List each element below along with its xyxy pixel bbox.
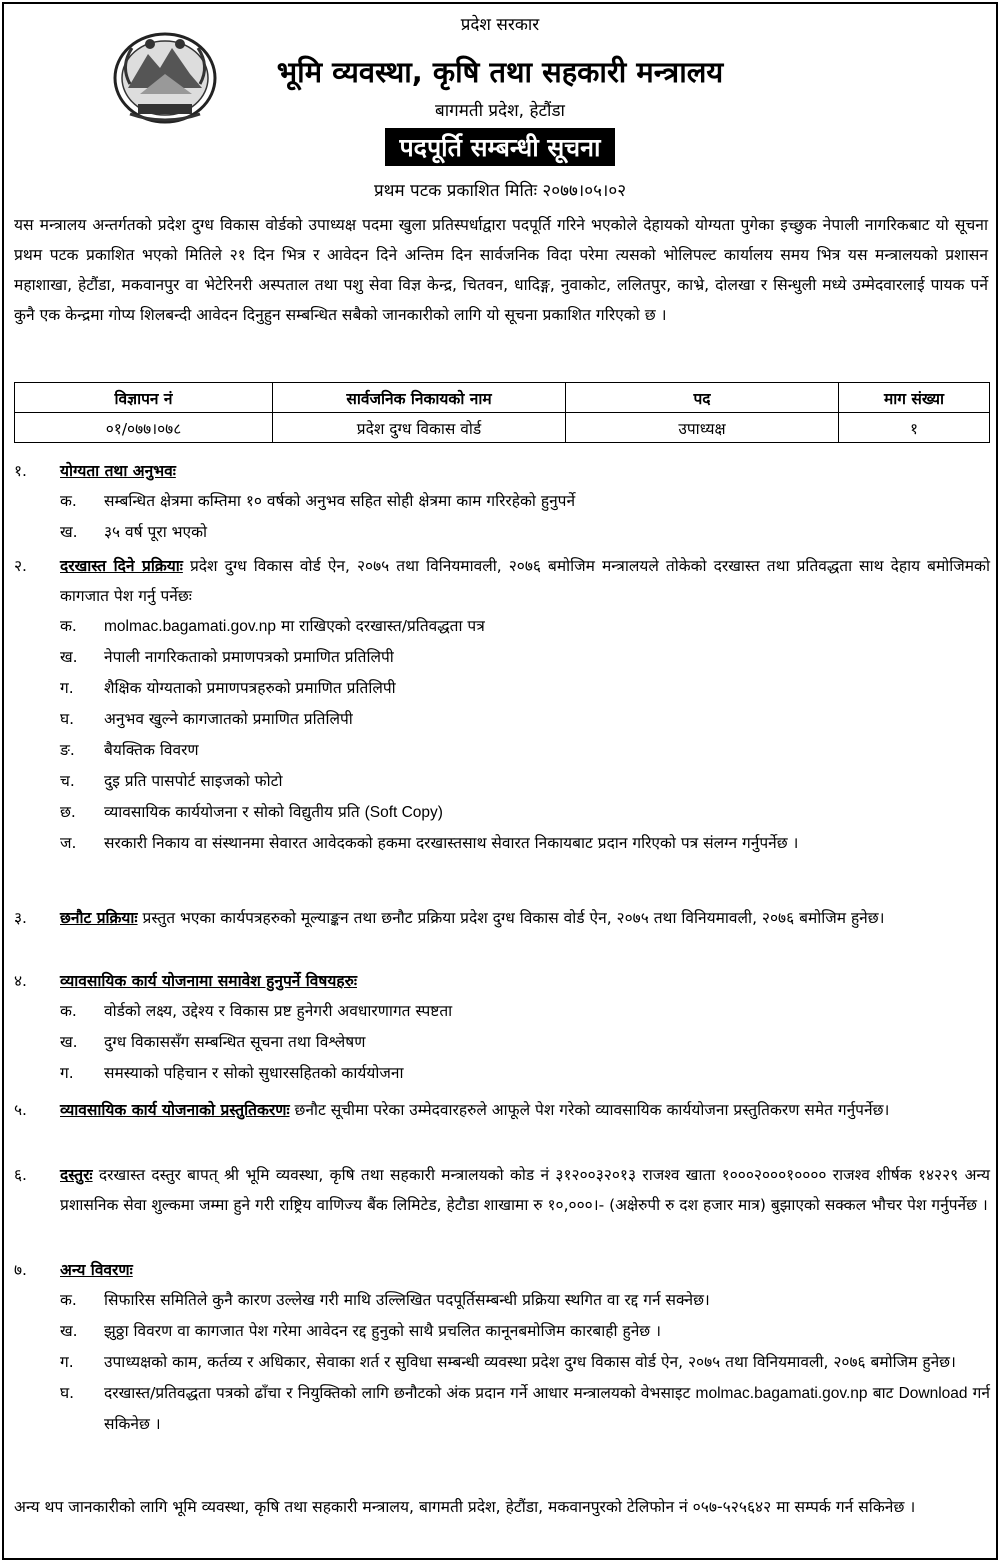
vacancy-table (14, 382, 990, 443)
section-title: दरखास्त दिने प्रक्रियाः (60, 557, 183, 575)
item-label: ग. (60, 679, 74, 697)
item-text: दुइ प्रति पासपोर्ट साइजको फोटो (104, 772, 283, 790)
column-header-demand: माग संख्या (839, 383, 990, 413)
item-label: ज. (60, 834, 77, 852)
table-row (15, 413, 990, 443)
section-number: ६. (14, 1166, 27, 1184)
section-number: ७. (14, 1261, 27, 1279)
section-body: प्रस्तुत भएका कार्यपत्रहरुको मूल्याङ्कन तथा छनौट प्रक्रिया प्रदेश दुग्ध विकास वोर्ड ऐन, २०७५ तथा विनियमावली, २०७६ बमोजिम हुनेछ। (142, 909, 885, 927)
section-number: २. (14, 557, 27, 575)
item-label: ख. (60, 523, 78, 541)
list-item (14, 611, 990, 642)
section-title: व्यावसायिक कार्य योजनाको प्रस्तुतिकरणः (60, 1101, 290, 1119)
item-label: छ. (60, 803, 76, 821)
list-item (14, 673, 990, 704)
website-link[interactable]: molmac.bagamati.gov.np (695, 1385, 868, 1402)
list-item (14, 1285, 990, 1316)
item-text: अनुभव खुल्ने कागजातको प्रमाणित प्रतिलिपी (104, 710, 353, 728)
notice-title-banner (4, 128, 996, 166)
list-item (14, 517, 990, 548)
section-qualification (14, 456, 990, 548)
item-text: उपाध्यक्षको काम, कर्तव्य र अधिकार, सेवाका शर्त र सुविधा सम्बन्धी व्यवस्था प्रदेश दुग्ध विकास वोर्ड ऐन, २०७५ तथा विनियमावली, २०७६ बमोजिम हुनेछ। (104, 1353, 956, 1371)
list-item (14, 996, 990, 1027)
list-item (14, 486, 990, 517)
section-title: योग्यता तथा अनुभवः (60, 462, 176, 480)
section-body: प्रदेश दुग्ध विकास वोर्ड ऐन, २०७५ तथा विनियमावली, २०७६ बमोजिम मन्त्रालयले तोकेको दरखास्त तथा प्रतिवद्धता साथ देहाय बमोजिमको कागजात पेश गर्नु पर्नेछः (60, 557, 990, 605)
item-label: क. (60, 492, 77, 510)
intro-paragraph: यस मन्त्रालय अन्तर्गतको प्रदेश दुग्ध विकास वोर्डको उपाध्यक्ष पदमा खुला प्रतिस्पर्धाद्वारा पदपूर्ति गरिने भएकोले देहायको योग्यता पुगेका इच्छुक नेपाली नागरिकबाट यो सूचना प्रथम पटक प्रकाशित भएको मितिले २१ दिन भित्र र आवेदन दिने अन्तिम दिन सार्वजनिक विदा परेमा त्यसको भोलिपल्ट कार्यालय समय भित्र यस मन्त्रालयको प्रशासन महाशाखा, हेटौंडा, मकवानपुर वा भेटेरिनरी अस्पताल तथा पशु सेवा विज्ञ केन्द्र, चितवन, धादिङ्ग, नुवाकोट, ललितपुर, काभ्रे, दोलखा र सिन्धुली मध्ये उम्मेदवारलाई पायक पर्ने कुनै एक केन्द्रमा गोप्य शिलबन्दी आवेदन दिनुहुन सम्बन्धित सबैको जानकारीको लागि यो सूचना प्रकाशित गरिएको छ । (14, 216, 988, 324)
item-label: ख. (60, 1033, 78, 1051)
download-text: Download (898, 1385, 968, 1402)
item-text: समस्याको पहिचान र सोको सुधारसहितको कार्ययोजना (104, 1064, 404, 1082)
section-title: छनौट प्रक्रियाः (60, 909, 138, 927)
section-fee (14, 1160, 990, 1220)
column-header-ad-number: विज्ञापन नं (15, 383, 273, 413)
section-presentation (14, 1095, 990, 1125)
section-business-plan-topics (14, 966, 990, 1089)
item-text: नेपाली नागरिकताको प्रमाणपत्रको प्रमाणित प्रतिलिपी (104, 648, 394, 666)
item-label: घ. (60, 710, 75, 728)
item-label: घ. (60, 1384, 75, 1402)
list-item (14, 1347, 990, 1378)
column-header-post: पद (566, 383, 839, 413)
item-label: च. (60, 772, 75, 790)
government-label: प्रदेश सरकार (460, 15, 540, 35)
list-item (14, 1027, 990, 1058)
notice-header (4, 4, 996, 209)
item-label: ग. (60, 1353, 74, 1371)
website-link[interactable]: molmac.bagamati.gov.np (104, 618, 277, 635)
item-label: क. (60, 1291, 77, 1309)
item-text: झुठ्ठा विवरण वा कागजात पेश गरेमा आवेदन रद्द हुनुको साथै प्रचलित कानूनबमोजिम कारबाही हुनेछ । (104, 1322, 661, 1340)
cell-post: उपाध्यक्ष (566, 413, 839, 443)
list-item (14, 1378, 990, 1440)
section-title: व्यावसायिक कार्य योजनामा समावेश हुनुपर्ने विषयहरुः (60, 972, 357, 990)
item-label: ख. (60, 648, 78, 666)
item-label: ग. (60, 1064, 74, 1082)
list-item (14, 797, 990, 828)
ministry-name: भूमि व्यवस्था, कृषि तथा सहकारी मन्त्रालय (276, 55, 724, 89)
item-text: मा राखिएको दरखास्त/प्रतिवद्धता पत्र (276, 617, 485, 635)
section-body: छनौट सूचीमा परेका उम्मेदवारहरुले आफूले पेश गरेको व्यावसायिक कार्ययोजना प्रस्तुतिकरण समेत गर्नुपर्नेछ। (294, 1101, 890, 1119)
item-label: ङ. (60, 741, 75, 759)
item-text: सरकारी निकाय वा संस्थानमा सेवारत आवेदकको हकमा दरखास्तसाथ सेवारत निकायबाट प्रदान गरिएको पत्र संलग्न गर्नुपर्नेछ । (104, 834, 799, 852)
item-text: बैयक्तिक विवरण (104, 741, 199, 759)
list-item (14, 704, 990, 735)
cell-ad-number: ०१/०७७।०७८ (15, 413, 273, 443)
section-other-details (14, 1255, 990, 1440)
notice-title: पदपूर्ति सम्बन्धी सूचना (385, 128, 614, 166)
item-text-mid: बाट (867, 1384, 899, 1402)
section-title: अन्य विवरणः (60, 1261, 133, 1279)
notice-page (2, 2, 998, 1560)
item-label: क. (60, 617, 77, 635)
list-item (14, 1316, 990, 1347)
item-text: ३५ वर्ष पूरा भएको (104, 523, 208, 541)
cell-body-name: प्रदेश दुग्ध विकास वोर्ड (273, 413, 566, 443)
list-item (14, 766, 990, 797)
item-text: व्यावसायिक कार्ययोजना र सोको विद्युतीय प्रति (104, 803, 365, 821)
item-text: दुग्ध विकाससँग सम्बन्धित सूचना तथा विश्लेषण (104, 1033, 366, 1051)
item-label: ख. (60, 1322, 78, 1340)
item-text: सम्बन्धित क्षेत्रमा कम्तिमा १० वर्षको अनुभव सहित सोही क्षेत्रमा काम गरिरहेको हुनुपर्ने (104, 492, 576, 510)
item-text: वोर्डको लक्ष्य, उद्देश्य र विकास प्रष्ट हुनेगरी अवधारणागत स्पष्टता (104, 1002, 453, 1020)
contact-footer: अन्य थप जानकारीको लागि भूमि व्यवस्था, कृषि तथा सहकारी मन्त्रालय, बागमती प्रदेश, हेटौंडा, मकवानपुरको टेलिफोन नं ०५७-५२५६४२ मा सम्पर्क गर्न सकिनेछ । (14, 1498, 916, 1516)
section-number: १. (14, 462, 27, 480)
list-item (14, 735, 990, 766)
section-title: दस्तुरः (60, 1166, 93, 1184)
list-item (14, 642, 990, 673)
item-text: दरखास्त/प्रतिवद्धता पत्रको ढाँचा र नियुक्तिको लागि छनौटको अंक प्रदान गर्ने आधार मन्त्रालयको वेभसाइट (104, 1384, 691, 1402)
list-item (14, 1058, 990, 1089)
item-text-end: गर्न सकिनेछ । (104, 1384, 990, 1433)
section-application-process (14, 551, 990, 859)
table-header-row (15, 383, 990, 413)
section-body: दरखास्त दस्तुर बापत् श्री भूमि व्यवस्था, कृषि तथा सहकारी मन्त्रालयको कोड नं ३१२००३२०१३ राजश्व खाता १०००२०००१०००० राजश्व शीर्षक १४२२९ अन्य प्रशासनिक सेवा शुल्कमा जम्मा हुने गरी राष्ट्रिय वाणिज्य बैंक लिमिटेड, हेटौडा शाखामा रु १०,०००।- (अक्षेरुपी रु दश हजार मात्र) बुझाएको सक्कल भौचर पेश गर्नुपर्नेछ । (60, 1166, 990, 1214)
column-header-body-name: सार्वजनिक निकायको नाम (273, 383, 566, 413)
section-number: ३. (14, 909, 27, 927)
item-text-latin: (Soft Copy) (364, 804, 443, 821)
section-number: ४. (14, 972, 27, 990)
item-text: शैक्षिक योग्यताको प्रमाणपत्रहरुको प्रमाणित प्रतिलिपी (104, 679, 396, 697)
ministry-location: बागमती प्रदेश, हेटौंडा (435, 101, 565, 121)
published-date: प्रथम पटक प्रकाशित मितिः २०७७।०५।०२ (373, 181, 627, 201)
list-item (14, 828, 990, 859)
section-selection-process (14, 903, 990, 933)
section-number: ५. (14, 1101, 27, 1119)
item-text: सिफारिस समितिले कुनै कारण उल्लेख गरी माथि उल्लिखित पदपूर्तिसम्बन्धी प्रक्रिया स्थगित वा रद्द गर्न सक्नेछ। (104, 1291, 710, 1309)
cell-demand: १ (839, 413, 990, 443)
item-label: क. (60, 1002, 77, 1020)
